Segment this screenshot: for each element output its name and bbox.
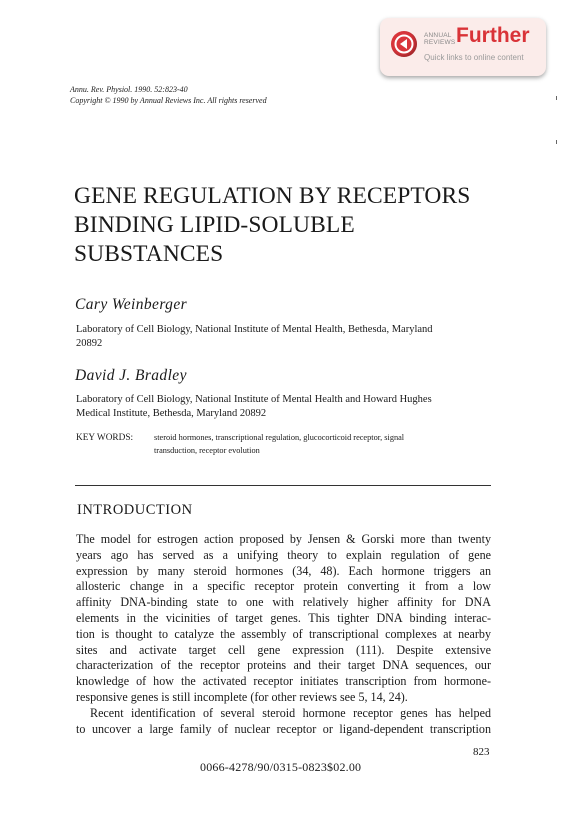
body-line: affinity DNA-binding state to one with relatively higher affinity for DNA [76,595,491,610]
edge-mark [556,140,557,144]
key-words-line: transduction, receptor evolution [154,445,260,455]
badge-subtitle: Quick links to online content [424,53,524,62]
affiliation-line: 20892 [76,338,103,349]
body-line: elements in the vicinities of target genes. This tighter DNA binding interac- [76,610,491,625]
key-words-text [154,432,494,457]
body-line: sites and activate target cell gene expression (111). Despite extensive [76,642,491,657]
arrow-left-icon [391,31,417,57]
author-name: David J. Bradley [75,367,187,384]
affiliation-line: Laboratory of Cell Biology, National Institute of Mental Health, Bethesda, Maryland [76,324,433,335]
author-affiliation [76,323,433,351]
citation-line-1: Annu. Rev. Physiol. 1990. 52:823-40 [70,85,188,94]
key-words-label: KEY WORDS: [76,433,134,443]
body-text [76,532,491,737]
body-line: to uncover a large family of nuclear receptor or ligand-dependent transcription [76,721,491,736]
title-line-2: BINDING LIPID-SOLUBLE [74,212,355,238]
affiliation-line: Laboratory of Cell Biology, National Institute of Mental Health and Howard Hughes [76,394,432,405]
article-title [74,182,470,269]
body-line: tion is thought to catalyze the assembly of transcriptional complexes at nearby [76,626,491,641]
title-line-1: GENE REGULATION BY RECEPTORS [74,183,471,209]
citation-line-2: Copyright © 1990 by Annual Reviews Inc. All rights reserved [70,96,267,105]
edge-mark [556,96,557,100]
body-line: responsive genes is still incomplete (for other reviews see 5, 14, 24). [76,689,408,704]
further-badge[interactable] [380,18,546,76]
body-line: Recent identification of several steroid hormone receptor genes has helped [90,705,491,720]
badge-further-text: Further [456,24,530,47]
author-affiliation [76,393,432,421]
section-divider [75,485,491,486]
article-code: 0066-4278/90/0315-0823$02.00 [200,760,362,774]
section-heading: INTRODUCTION [77,502,193,518]
key-words-line: steroid hormones, transcriptional regulation, glucocorticoid receptor, signal [154,433,405,442]
body-line: The model for estrogen action proposed by Jensen & Gorski more than twenty [76,532,491,546]
body-line: years ago has served as a unifying theory to explain regulation of gene [76,547,491,562]
affiliation-line: Medical Institute, Bethesda, Maryland 20892 [76,408,267,419]
journal-citation [70,84,267,106]
body-line: allosteric change in a specific receptor protein converting it from a low [76,579,491,594]
page-number: 823 [473,746,490,758]
badge-annual-text: ANNUAL [424,32,452,39]
body-line: expression by many steroid hormones (34, 48). Each hormone triggers an [76,563,491,578]
body-line: knowledge of how the activated receptor initiates transcription from hormone- [76,674,491,689]
body-line: characterization of the receptor proteins and their target DNA sequences, our [76,658,491,673]
author-name: Cary Weinberger [75,296,188,313]
badge-reviews-text: REVIEWS [424,39,456,46]
title-line-3: SUBSTANCES [74,241,224,267]
